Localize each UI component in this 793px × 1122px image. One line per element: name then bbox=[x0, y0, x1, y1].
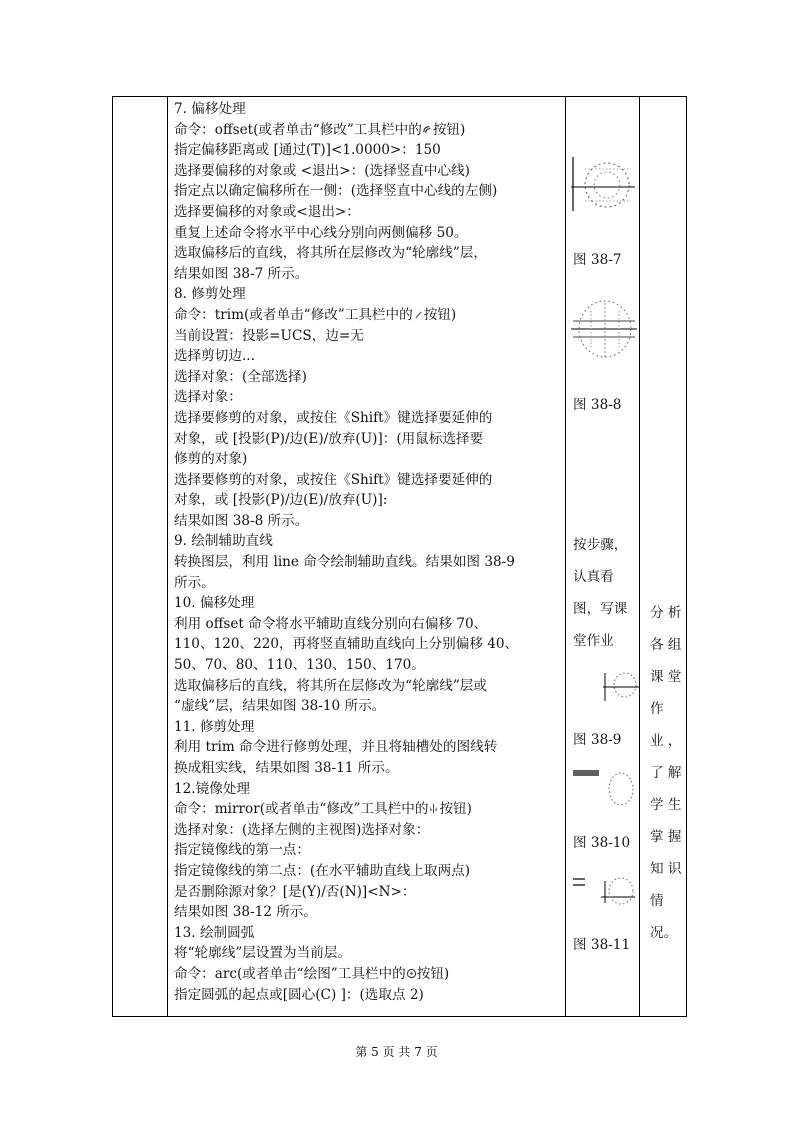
text-line: 110、120、220，再将竖直辅助直线向上分别偏移 40、 bbox=[174, 636, 519, 653]
analysis-note-line: 分 析 bbox=[650, 605, 682, 621]
text-line: 选取偏移后的直线，将其所在层修改为“轮廓线”层或 bbox=[174, 677, 487, 694]
text-line: 指定点以确定偏移所在一侧：(选择竖直中心线的左侧) bbox=[174, 183, 498, 200]
analysis-note-line: 课 堂 bbox=[650, 669, 682, 685]
text-line: 结果如图 38-7 所示。 bbox=[174, 265, 309, 282]
steps-note-line: 堂作业 bbox=[573, 633, 614, 649]
text-line: 选择要偏移的对象或 <退出>：(选择竖直中心线) bbox=[174, 162, 470, 179]
figure-38-7-label: 图 38-7 bbox=[573, 252, 622, 268]
figure-38-9-drawing bbox=[603, 669, 639, 703]
text-line: 是否删除源对象？[是(Y)/否(N)]<N>： bbox=[174, 883, 416, 900]
analysis-column bbox=[640, 597, 687, 949]
text-line: 结果如图 38-8 所示。 bbox=[174, 512, 309, 529]
figure-38-7-drawing bbox=[571, 155, 635, 213]
text-line: 指定镜像线的第二点：(在水平辅助直线上取两点) bbox=[174, 862, 471, 879]
text-line: 转换图层，利用 line 命令绘制辅助直线。结果如图 38-9 bbox=[174, 554, 515, 571]
text-line: 9. 绘制辅助直线 bbox=[174, 533, 273, 550]
mirror-icon bbox=[428, 803, 439, 814]
text-line: 选取偏移后的直线，将其所在层修改为“轮廓线”层， bbox=[174, 245, 487, 262]
text-line: 选择对象：(选择左侧的主视图)选择对象： bbox=[174, 821, 430, 838]
steps-note-line: 图，写课 bbox=[573, 601, 628, 617]
text-line: “虚线”层，结果如图 38-10 所示。 bbox=[174, 698, 386, 715]
steps-note bbox=[573, 529, 627, 657]
text-line: 修剪的对象) bbox=[174, 451, 248, 468]
figure-38-11-drawing bbox=[571, 873, 637, 907]
arc-icon bbox=[406, 968, 417, 979]
text-line: 10. 偏移处理 bbox=[174, 595, 255, 612]
text-line: 选择要偏移的对象或<退出>： bbox=[174, 203, 360, 220]
figure-38-9-label: 图 38-9 bbox=[573, 732, 622, 748]
lesson-table bbox=[112, 96, 687, 1017]
analysis-note-line: 作 bbox=[650, 701, 664, 717]
text-line: 11. 修剪处理 bbox=[174, 718, 255, 735]
text-line: 将“轮廓线”层设置为当前层。 bbox=[174, 945, 352, 962]
text-line: 选择要修剪的对象，或按住《Shift》键选择要延伸的 bbox=[174, 409, 493, 426]
text-line: 利用 trim 命令进行修剪处理，并且将轴槽处的图线转 bbox=[174, 739, 498, 756]
text-line: 7. 偏移处理 bbox=[174, 101, 246, 117]
analysis-note-line: 业 ， bbox=[650, 733, 682, 749]
text-line: 命令：arc(或者单击“绘图”工具栏中的 按钮) bbox=[174, 965, 450, 982]
analysis-note-line: 了 解 bbox=[650, 765, 682, 781]
text-line: 对象，或 [投影(P)/边(E)/放弃(U)]：(用鼠标选择要 bbox=[174, 430, 484, 447]
text-line: 选择对象：(全部选择) bbox=[174, 368, 307, 385]
text-line: 结果如图 38-12 所示。 bbox=[174, 904, 317, 921]
trim-icon bbox=[413, 309, 424, 320]
figure-38-11-label: 图 38-11 bbox=[573, 937, 631, 953]
text-line: 选择要修剪的对象，或按住《Shift》键选择要延伸的 bbox=[174, 471, 493, 488]
text-line: 换成粗实线，结果如图 38-11 所示。 bbox=[174, 760, 399, 776]
analysis-note-line: 掌 握 bbox=[650, 829, 682, 845]
text-line: 13. 绘制圆弧 bbox=[174, 924, 255, 941]
text-line: 指定镜像线的第一点： bbox=[174, 842, 310, 859]
steps-note-line: 按步骤， bbox=[573, 537, 628, 553]
figure-38-10-drawing bbox=[571, 767, 637, 809]
text-line: 当前设置：投影=UCS，边=无 bbox=[174, 327, 364, 344]
text-line: 选择剪切边... bbox=[174, 348, 255, 365]
analysis-note-line: 况。 bbox=[650, 925, 678, 941]
text-line: 选择对象： bbox=[174, 389, 242, 406]
page-footer: 第 5 页 共 7 页 bbox=[355, 1045, 438, 1059]
steps-note-line: 认真看 bbox=[573, 569, 614, 585]
figure-38-8-drawing bbox=[569, 297, 637, 363]
column-divider bbox=[565, 97, 566, 1016]
text-line: 50、70、80、110、130、150、170。 bbox=[174, 657, 425, 674]
analysis-note-line: 各 组 bbox=[650, 637, 682, 653]
text-line: 12.镜像处理 bbox=[174, 780, 250, 797]
text-line: 指定圆弧的起点或[圆心(C) ]：(选取点 2) bbox=[174, 986, 424, 1003]
offset-icon bbox=[422, 124, 433, 135]
figure-38-10-label: 图 38-10 bbox=[573, 835, 631, 851]
text-line: 命令：offset(或者单击“修改”工具栏中的 按钮) bbox=[174, 121, 466, 138]
analysis-note-line: 情 bbox=[650, 893, 664, 909]
analysis-note-line: 学 生 bbox=[650, 797, 682, 813]
text-line: 命令：mirror(或者单击“修改”工具栏中的 按钮) bbox=[174, 801, 472, 818]
text-line: 利用 offset 命令将水平辅助直线分别向右偏移 70、 bbox=[174, 615, 488, 632]
text-line: 命令：trim(或者单击“修改”工具栏中的 按钮) bbox=[174, 306, 457, 323]
text-line: 指定偏移距离或 [通过(T)]<1.0000>：150 bbox=[174, 142, 441, 159]
figure-38-8-label: 图 38-8 bbox=[573, 397, 622, 413]
analysis-note-line: 知 识 bbox=[650, 861, 682, 877]
text-line: 重复上述命令将水平中心线分别向两侧偏移 50。 bbox=[174, 224, 468, 241]
text-line: 所示。 bbox=[174, 574, 215, 591]
instruction-column bbox=[168, 97, 565, 1005]
text-line: 8. 修剪处理 bbox=[174, 286, 246, 303]
text-line: 对象，或 [投影(P)/边(E)/放弃(U)]: bbox=[174, 492, 388, 509]
